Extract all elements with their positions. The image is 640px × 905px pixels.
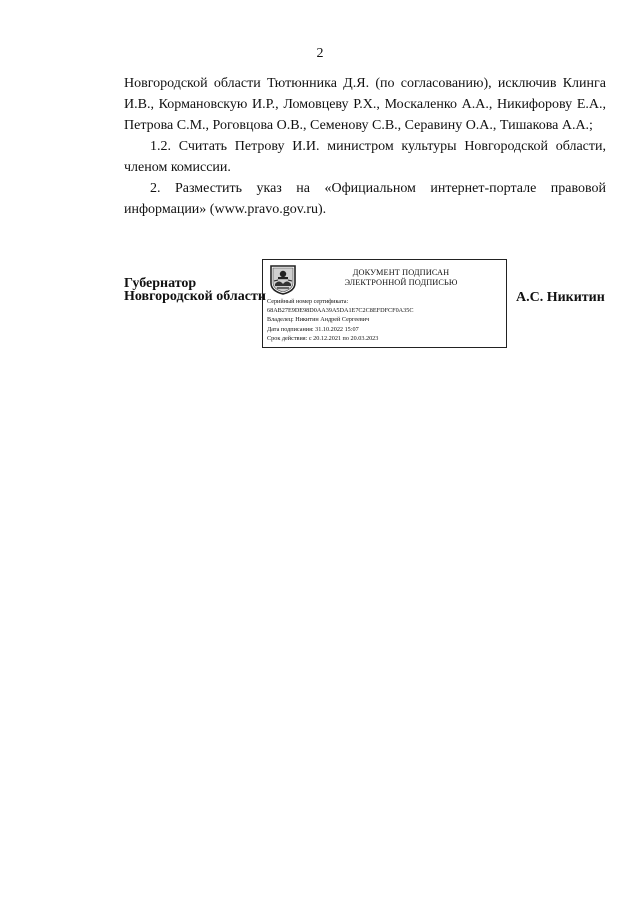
position-title-line1: Губернатор [124, 276, 197, 291]
signatory-position [124, 277, 266, 303]
cert-validity: Срок действия: с 20.12.2021 по 20.03.2023 [267, 334, 379, 342]
page-number: 2 [316, 46, 324, 61]
stamp-title [301, 268, 501, 288]
paragraph-continuation: Новгородской области Тютюнника Д.Я. (по согласованию), исключив Клинга И.В., Кормановскую И.Р., Ломовцеву Р.Х., Москаленко А.А., Никифорову Е.А., Петрова С.М., Роговцова О.В., Семенову С.В., Серавину О.А., Тишакова А.А.; [124, 76, 606, 133]
stamp-title-line2: ЭЛЕКТРОННОЙ ПОДПИСЬЮ [344, 278, 458, 287]
coat-of-arms-icon [269, 265, 297, 295]
cert-number: 68AB27E9DE98D0AA39A5DA1E7C2C8EFDFCF0A35C [267, 307, 414, 315]
cert-label: Серийный номер сертификата: [267, 298, 349, 305]
paragraph-item-1-2: 1.2. Считать Петрову И.И. министром культуры Новгородской области, членом комиссии. [124, 139, 606, 175]
paragraph-item-2: 2. Разместить указ на «Официальном интернет-портале правовой информации» (www.pravo.gov.ru). [124, 181, 606, 217]
position-title-line2: Новгородской области [124, 289, 266, 304]
document-body [124, 73, 606, 220]
cert-owner: Владелец: Никитин Андрей Сергеевич [267, 316, 370, 324]
electronic-signature-stamp [262, 259, 507, 348]
stamp-title-line1: ДОКУМЕНТ ПОДПИСАН [352, 268, 450, 277]
signing-date: Дата подписания: 31.10.2022 15:07 [267, 325, 359, 333]
stamp-details [267, 297, 413, 343]
signatory-name: А.С. Никитин [516, 290, 605, 305]
